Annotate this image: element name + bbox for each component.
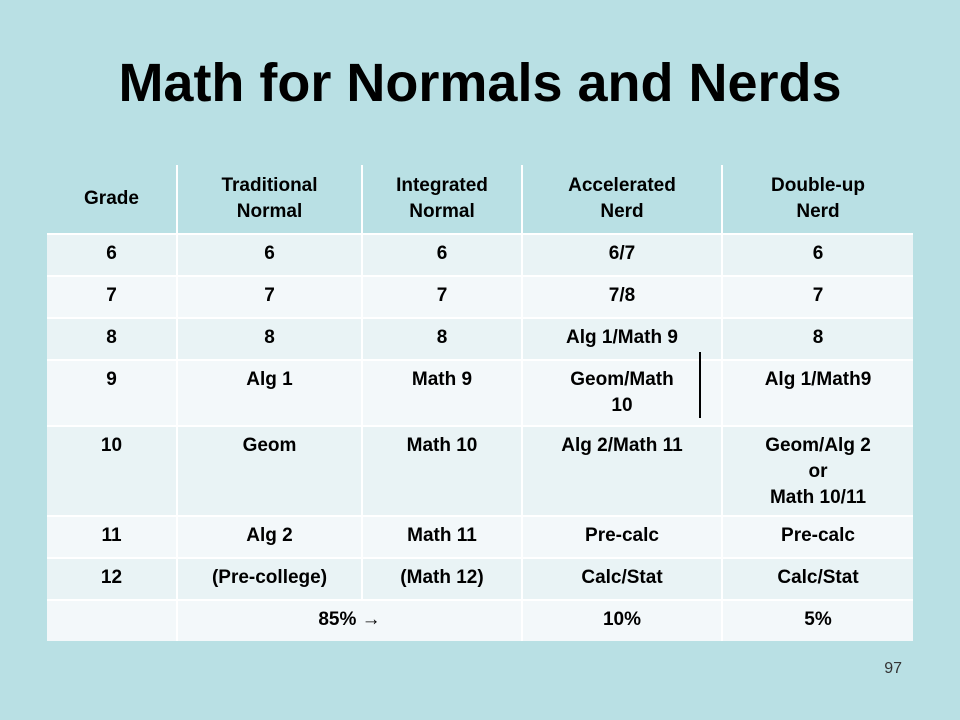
table-row (47, 426, 913, 516)
cell-accelerated: 6/7 (522, 234, 722, 276)
cell-traditional: 7 (177, 276, 362, 318)
summary-row (47, 600, 913, 641)
cell-traditional: 8 (177, 318, 362, 360)
cell-accelerated: 7/8 (522, 276, 722, 318)
header-grade: Grade (47, 165, 177, 234)
cell-traditional: Geom (177, 426, 362, 516)
header-integrated-normal: Integrated Normal (362, 165, 522, 234)
cell-grade: 8 (47, 318, 177, 360)
cell-integrated: Math 11 (362, 516, 522, 558)
cell-double-up: 8 (722, 318, 913, 360)
cell-summary-grade (47, 600, 177, 641)
cell-grade: 9 (47, 360, 177, 426)
cell-grade: 11 (47, 516, 177, 558)
table-row (47, 516, 913, 558)
table-row (47, 276, 913, 318)
cell-double-up: 6 (722, 234, 913, 276)
cell-accelerated: Calc/Stat (522, 558, 722, 600)
table-row (47, 318, 913, 360)
cell-integrated: (Math 12) (362, 558, 522, 600)
cell-traditional: Alg 2 (177, 516, 362, 558)
cell-double-up: Geom/Alg 2 or Math 10/11 (722, 426, 913, 516)
vertical-divider-line (699, 352, 701, 418)
cell-integrated: Math 9 (362, 360, 522, 426)
cell-grade: 12 (47, 558, 177, 600)
cell-double-up-share: 5% (722, 600, 913, 641)
cell-integrated: 8 (362, 318, 522, 360)
cell-double-up: Pre-calc (722, 516, 913, 558)
cell-double-up: Alg 1/Math9 (722, 360, 913, 426)
cell-integrated: Math 10 (362, 426, 522, 516)
slide-number: 97 (884, 660, 902, 677)
slide-title: Math for Normals and Nerds (118, 53, 842, 113)
cell-double-up: 7 (722, 276, 913, 318)
table-row (47, 558, 913, 600)
cell-traditional: Alg 1 (177, 360, 362, 426)
cell-accelerated: Alg 2/Math 11 (522, 426, 722, 516)
cell-accelerated: Geom/Math 10 (522, 360, 722, 426)
math-pathways-table (47, 165, 913, 641)
table-row (47, 360, 913, 426)
cell-accelerated-share: 10% (522, 600, 722, 641)
cell-integrated: 7 (362, 276, 522, 318)
cell-grade: 10 (47, 426, 177, 516)
cell-normal-share: 85% → (177, 600, 522, 641)
cell-accelerated: Alg 1/Math 9 (522, 318, 722, 360)
cell-traditional: 6 (177, 234, 362, 276)
header-double-up-nerd: Double-up Nerd (722, 165, 913, 234)
header-accelerated-nerd: Accelerated Nerd (522, 165, 722, 234)
cell-double-up: Calc/Stat (722, 558, 913, 600)
header-traditional-normal: Traditional Normal (177, 165, 362, 234)
cell-integrated: 6 (362, 234, 522, 276)
table-row (47, 234, 913, 276)
cell-grade: 7 (47, 276, 177, 318)
table-header-row (47, 165, 913, 234)
cell-traditional: (Pre-college) (177, 558, 362, 600)
cell-grade: 6 (47, 234, 177, 276)
cell-accelerated: Pre-calc (522, 516, 722, 558)
